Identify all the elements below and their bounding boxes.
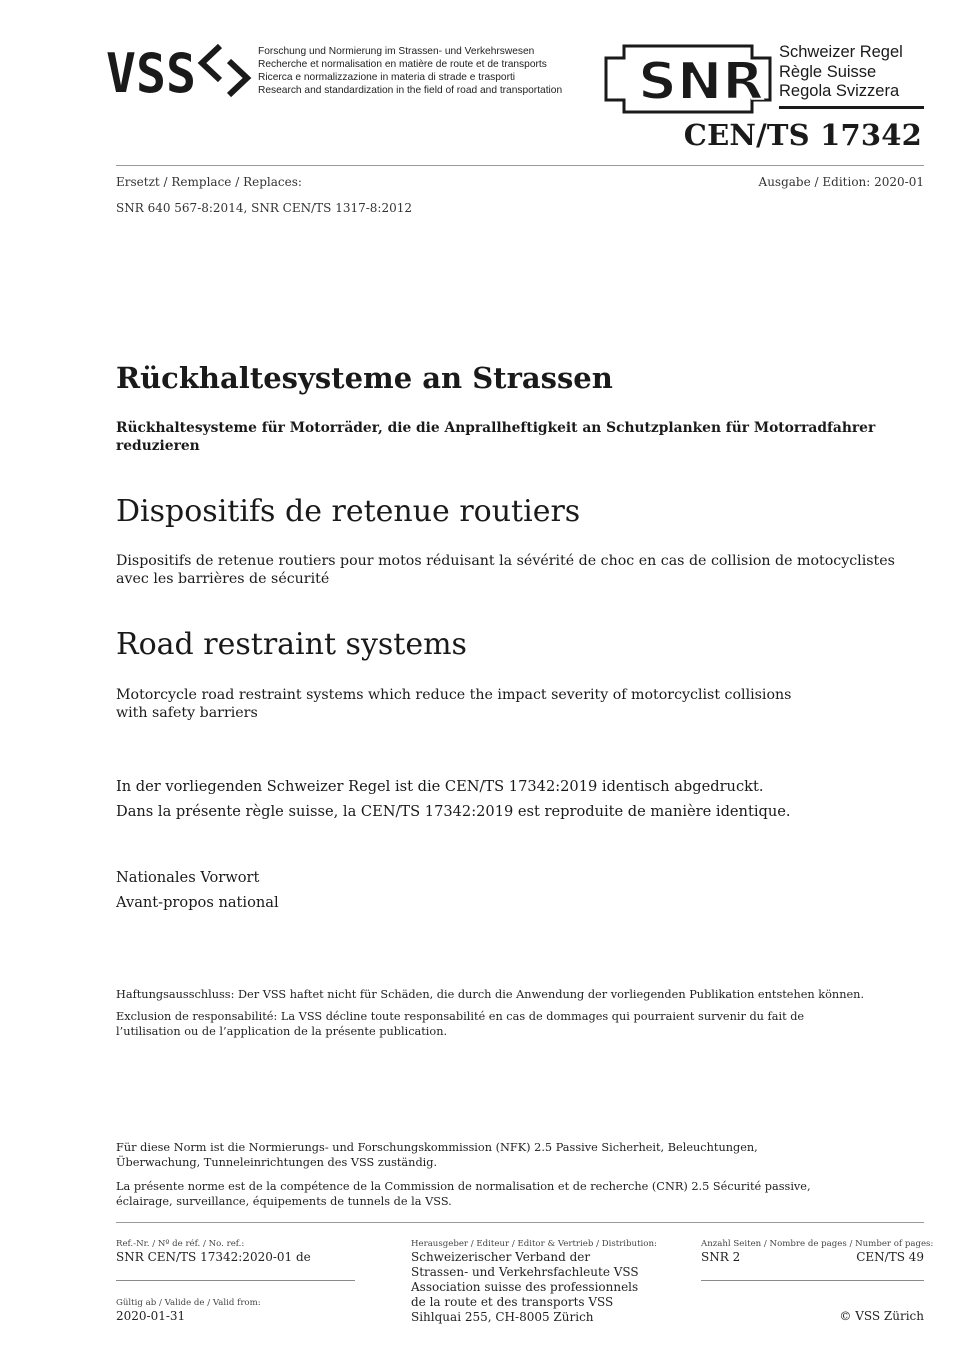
page-count-label: Anzahl Seiten / Nombre de pages / Number of pages:: [701, 1239, 934, 1249]
page-count-snr: SNR 2: [701, 1250, 741, 1264]
committee-de: Für diese Norm ist die Normierungs- und Forschungskommission (NFK) 2.5 Passive Sicherheit, Beleuchtungen, Überwachung, Tunneleinrichtungen des VSS zuständig.: [116, 1141, 758, 1169]
title-de: Rückhaltesysteme an Strassen: [116, 361, 613, 395]
snr-logo-text: SNR: [638, 52, 764, 112]
snr-names-underline: [779, 106, 924, 109]
publisher-label: Herausgeber / Editeur / Editor & Vertrieb / Distribution:: [411, 1239, 657, 1249]
vss-logo: [106, 44, 254, 98]
publisher-line: Schweizerischer Verband der: [411, 1250, 591, 1264]
publisher-address: [411, 1250, 639, 1325]
document-id: CEN/TS 17342: [683, 118, 922, 152]
snr-name-fr: Règle Suisse: [779, 62, 877, 81]
disclaimer-fr: Exclusion de responsabilité: La VSS décline toute responsabilité en cas de dommages qui pourraient survenir du fait de l’utilisation ou de l’application de la présente publication.: [116, 1010, 805, 1038]
title-en: Road restraint systems: [116, 627, 467, 662]
page-count-divider: [701, 1280, 924, 1281]
national-foreword-fr: Avant-propos national: [116, 894, 279, 911]
page-count-cen: CEN/TS 49: [856, 1250, 924, 1264]
title-fr: Dispositifs de retenue routiers: [116, 494, 581, 529]
snr-name-it: Regola Svizzera: [779, 82, 900, 100]
replaces-label: Ersetzt / Remplace / Replaces:: [116, 175, 302, 189]
publisher-line: de la route et des transports VSS: [411, 1295, 614, 1309]
identical-statement-de: In der vorliegenden Schweizer Regel ist die CEN/TS 17342:2019 identisch abgedruckt.: [116, 778, 764, 795]
replaces-value: SNR 640 567-8:2014, SNR CEN/TS 1317-8:2012: [116, 201, 412, 215]
vss-tagline-en: Research and standardization in the field of road and transportation: [258, 85, 563, 96]
publisher-line: Strassen- und Verkehrsfachleute VSS: [411, 1265, 639, 1279]
ref-label: Ref.-Nr. / Nº de réf. / No. ref.:: [116, 1239, 245, 1249]
edition-label: Ausgabe / Edition: 2020-01: [758, 175, 924, 189]
committee-fr: La présente norme est de la compétence de la Commission de normalisation et de recherche (CNR) 2.5 Sécurité passive, éclairage, surveillance, équipements de tunnels de la VSS.: [116, 1180, 811, 1208]
vss-tagline-fr: Recherche et normalisation en matière de route et de transports: [258, 59, 547, 70]
vss-tagline: [258, 45, 562, 97]
footer-rule: [116, 1222, 924, 1223]
valid-from-label: Gültig ab / Valide de / Valid from:: [116, 1298, 261, 1308]
copyright: © VSS Zürich: [839, 1309, 924, 1323]
header-rule: [116, 165, 924, 166]
snr-rule-names: [779, 43, 903, 102]
subtitle-en: Motorcycle road restraint systems which reduce the impact severity of motorcyclist collisions with safety barriers: [116, 687, 792, 721]
subtitle-fr: Dispositifs de retenue routiers pour motos réduisant la sévérité de choc en cas de collision de motocyclistes avec les barrières de sécurité: [116, 553, 895, 587]
vss-tagline-de: Forschung und Normierung im Strassen- und Verkehrswesen: [258, 46, 535, 57]
valid-from-value: 2020-01-31: [116, 1309, 186, 1323]
disclaimer-de: Haftungsausschluss: Der VSS haftet nicht für Schäden, die durch die Anwendung der vorliegenden Publikation entstehen können.: [116, 988, 865, 1001]
double-chevron-icon: [202, 46, 247, 95]
ref-divider: [116, 1280, 355, 1281]
national-foreword-de: Nationales Vorwort: [116, 869, 260, 886]
snr-logo: [602, 44, 774, 114]
identical-statement-fr: Dans la présente règle suisse, la CEN/TS 17342:2019 est reproduite de manière identique.: [116, 803, 791, 820]
snr-name-de: Schweizer Regel: [779, 43, 903, 61]
vss-logo-text: VSS: [106, 44, 196, 98]
ref-value: SNR CEN/TS 17342:2020-01 de: [116, 1250, 311, 1264]
publisher-line: Sihlquai 255, CH-8005 Zürich: [411, 1310, 594, 1324]
subtitle-de: Rückhaltesysteme für Motorräder, die die Anprallheftigkeit an Schutzplanken für Motorradfahrer reduzieren: [116, 420, 876, 454]
vss-tagline-it: Ricerca e normalizzazione in materia di strade e trasporti: [258, 72, 516, 83]
publisher-line: Association suisse des professionnels: [411, 1280, 639, 1294]
